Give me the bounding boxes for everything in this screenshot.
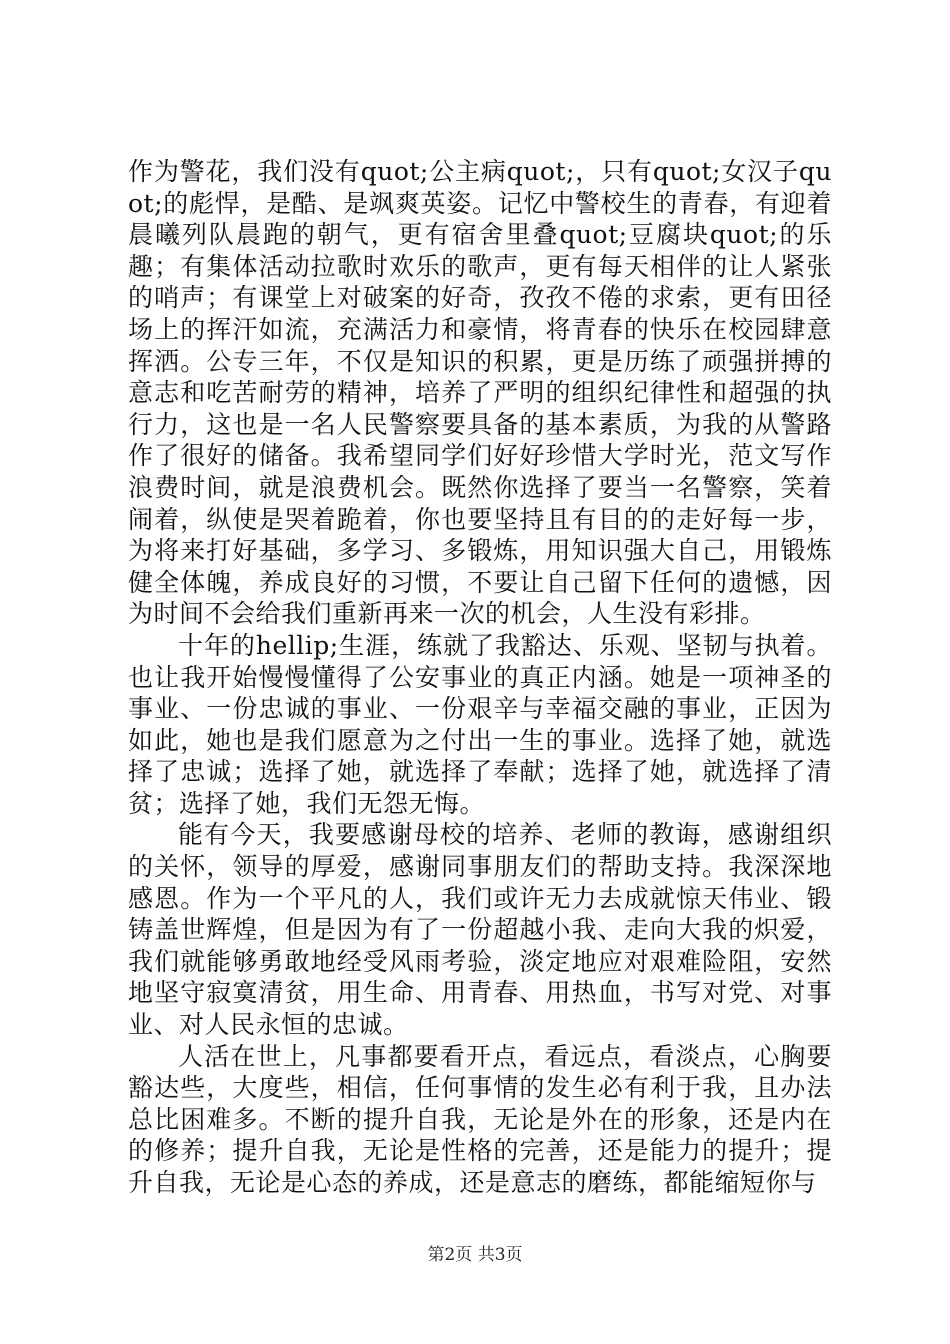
paragraph-2: 十年的hellip;生涯，练就了我豁达、乐观、坚韧与执着。也让我开始慢慢懂得了公安事业的真正内涵。她是一项神圣的事业、一份忠诚的事业、一份艰辛与幸福交融的事业，正因为如此，她也是我们愿意为之付出一生的事业。选择了她，就选择了忠诚；选择了她，就选择了奉献；选择了她，就选择了清贫；选择了她，我们无怨无悔。 — [128, 630, 832, 818]
paragraph-4: 人活在世上，凡事都要看开点，看远点，看淡点，心胸要豁达些，大度些，相信，任何事情的发生必有利于我，且办法总比困难多。不断的提升自我，无论是外在的形象，还是内在的修养；提升自我，无论是性格的完善，还是能力的提升；提升自我，无论是心态的养成，还是意志的磨练，都能缩短你与 — [128, 1041, 832, 1197]
page-number-footer: 第2页 共3页 — [427, 1245, 523, 1265]
paragraph-3: 能有今天，我要感谢母校的培养、老师的教诲，感谢组织的关怀，领导的厚爱，感谢同事朋友们的帮助支持。我深深地感恩。作为一个平凡的人，我们或许无力去成就惊天伟业、锻铸盖世辉煌，但是因为有了一份超越小我、走向大我的炽爱，我们就能够勇敢地经受风雨考验，淡定地应对艰难险阻，安然地坚守寂寞清贫，用生命、用青春、用热血，书写对党、对事业、对人民永恒的忠诚。 — [128, 820, 832, 1040]
paragraph-1: 作为警花，我们没有quot;公主病quot;，只有quot;女汉子quot;的彪悍，是酷、是飒爽英姿。记忆中警校生的青春，有迎着晨曦列队晨跑的朝气，更有宿舍里叠quot;豆腐块quot;的乐趣；有集体活动拉歌时欢乐的歌声，更有每天相伴的让人紧张的哨声；有课堂上对破案的好奇，孜孜不倦的求索，更有田径场上的挥汗如流，充满活力和豪情，将青春的快乐在校园肆意挥洒。公专三年，不仅是知识的积累，更是历练了顽强拼搏的意志和吃苦耐劳的精神，培养了严明的组织纪律性和超强的执行力，这也是一名人民警察要具备的基本素质，为我的从警路作了很好的储备。我希望同学们好好珍惜大学时光，范文写作浪费时间，就是浪费机会。既然你选择了要当一名警察，笑着闹着，纵使是哭着跪着，你也要坚持且有目的的走好每一步，为将来打好基础，多学习、多锻炼，用知识强大自己，用锻炼健全体魄，养成良好的习惯，不要让自己留下任何的遗憾，因为时间不会给我们重新再来一次的机会，人生没有彩排。 — [128, 157, 832, 629]
document-body — [128, 156, 832, 1199]
